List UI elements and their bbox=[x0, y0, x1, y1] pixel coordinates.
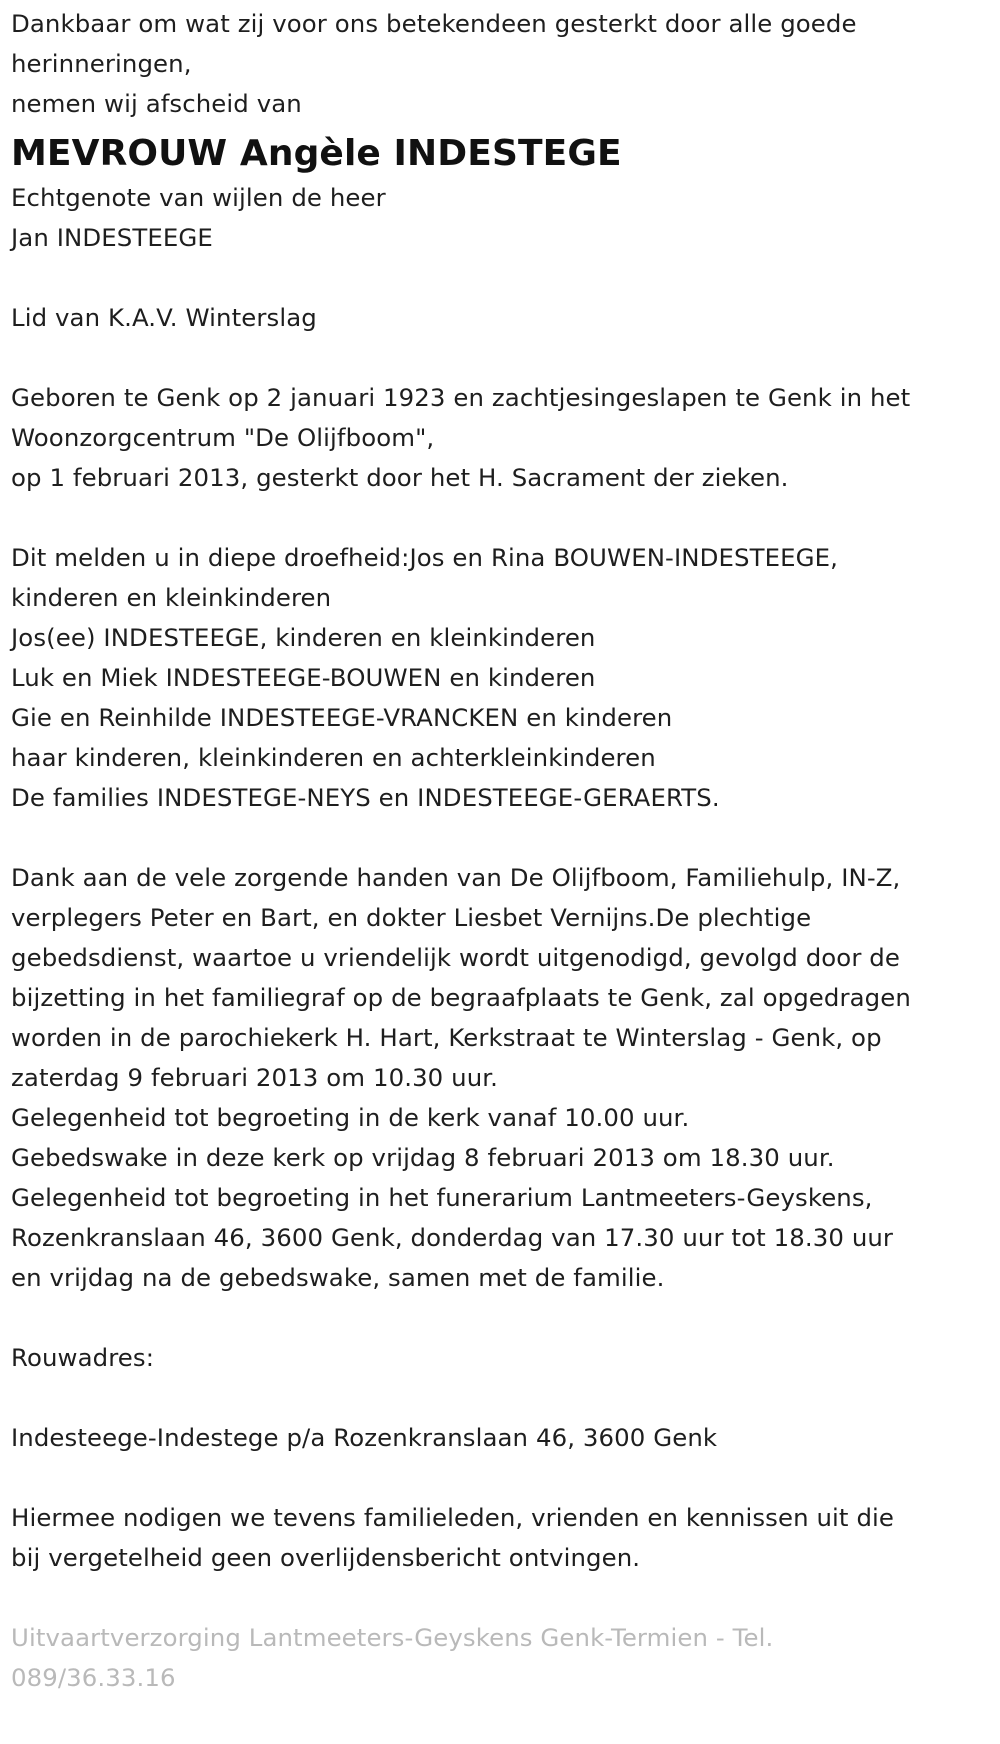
service-line-2: verplegers Peter en Bart, en dokter Liesbet Vernijns.De plechtige bbox=[11, 903, 812, 932]
birth-death-line-1: Geboren te Genk op 2 januari 1923 en zachtjesingeslapen te Genk in het bbox=[11, 383, 911, 412]
service-line-1: Dank aan de vele zorgende handen van De Olijfboom, Familiehulp, IN-Z, bbox=[11, 863, 901, 892]
service-line-10: Rozenkranslaan 46, 3600 Genk, donderdag van 17.30 uur tot 18.30 uur bbox=[11, 1223, 894, 1252]
service-line-3: gebedsdienst, waartoe u vriendelijk wordt uitgenodigd, gevolgd door de bbox=[11, 943, 900, 972]
family-line-5: Gie en Reinhilde INDESTEEGE-VRANCKEN en kinderen bbox=[11, 703, 673, 732]
rouwadres-label: Rouwadres: bbox=[11, 1343, 155, 1372]
obituary-notice bbox=[11, 4, 991, 1698]
spacer bbox=[11, 818, 991, 858]
service-line-4: bijzetting in het familiegraf op de begraafplaats te Genk, zal opgedragen bbox=[11, 983, 911, 1012]
spouse-line-1: Echtgenote van wijlen de heer bbox=[11, 183, 386, 212]
birth-death-line-2: Woonzorgcentrum "De Olijfboom", bbox=[11, 423, 435, 452]
membership: Lid van K.A.V. Winterslag bbox=[11, 303, 317, 332]
funeral-director-phone: 089/36.33.16 bbox=[11, 1663, 176, 1692]
service-line-8: Gebedswake in deze kerk op vrijdag 8 februari 2013 om 18.30 uur. bbox=[11, 1143, 835, 1172]
rouwadres-address: Indesteege-Indestege p/a Rozenkranslaan 46, 3600 Genk bbox=[11, 1423, 718, 1452]
family-line-2: kinderen en kleinkinderen bbox=[11, 583, 332, 612]
intro-line-2: herinneringen, bbox=[11, 49, 192, 78]
spacer bbox=[11, 1298, 991, 1338]
family-line-7: De families INDESTEGE-NEYS en INDESTEEGE-GERAERTS. bbox=[11, 783, 720, 812]
service-line-11: en vrijdag na de gebedswake, samen met de familie. bbox=[11, 1263, 665, 1292]
service-line-5: worden in de parochiekerk H. Hart, Kerkstraat te Winterslag - Genk, op bbox=[11, 1023, 882, 1052]
birth-death-line-3: op 1 februari 2013, gesterkt door het H. Sacrament der zieken. bbox=[11, 463, 789, 492]
intro-line-3: nemen wij afscheid van bbox=[11, 89, 302, 118]
family-line-3: Jos(ee) INDESTEEGE, kinderen en kleinkinderen bbox=[11, 623, 596, 652]
family-line-1: Dit melden u in diepe droefheid:Jos en Rina BOUWEN-INDESTEEGE, bbox=[11, 543, 838, 572]
service-line-6: zaterdag 9 februari 2013 om 10.30 uur. bbox=[11, 1063, 499, 1092]
deceased-name: MEVROUW Angèle INDESTEGE bbox=[11, 133, 622, 174]
spacer bbox=[11, 338, 991, 378]
spacer bbox=[11, 1378, 991, 1418]
spacer bbox=[11, 258, 991, 298]
intro-line-1: Dankbaar om wat zij voor ons betekendeen gesterkt door alle goede bbox=[11, 9, 857, 38]
spouse-line-2: Jan INDESTEEGE bbox=[11, 223, 213, 252]
closing-line-2: bij vergetelheid geen overlijdensbericht ontvingen. bbox=[11, 1543, 641, 1572]
closing-line-1: Hiermee nodigen we tevens familieleden, vrienden en kennissen uit die bbox=[11, 1503, 895, 1532]
spacer bbox=[11, 1458, 991, 1498]
spacer bbox=[11, 498, 991, 538]
family-line-4: Luk en Miek INDESTEEGE-BOUWEN en kinderen bbox=[11, 663, 596, 692]
service-line-7: Gelegenheid tot begroeting in de kerk vanaf 10.00 uur. bbox=[11, 1103, 690, 1132]
spacer bbox=[11, 1578, 991, 1618]
service-line-9: Gelegenheid tot begroeting in het funerarium Lantmeeters-Geyskens, bbox=[11, 1183, 873, 1212]
funeral-director-line-1: Uitvaartverzorging Lantmeeters-Geyskens Genk-Termien - Tel. bbox=[11, 1623, 774, 1652]
family-line-6: haar kinderen, kleinkinderen en achterkleinkinderen bbox=[11, 743, 656, 772]
